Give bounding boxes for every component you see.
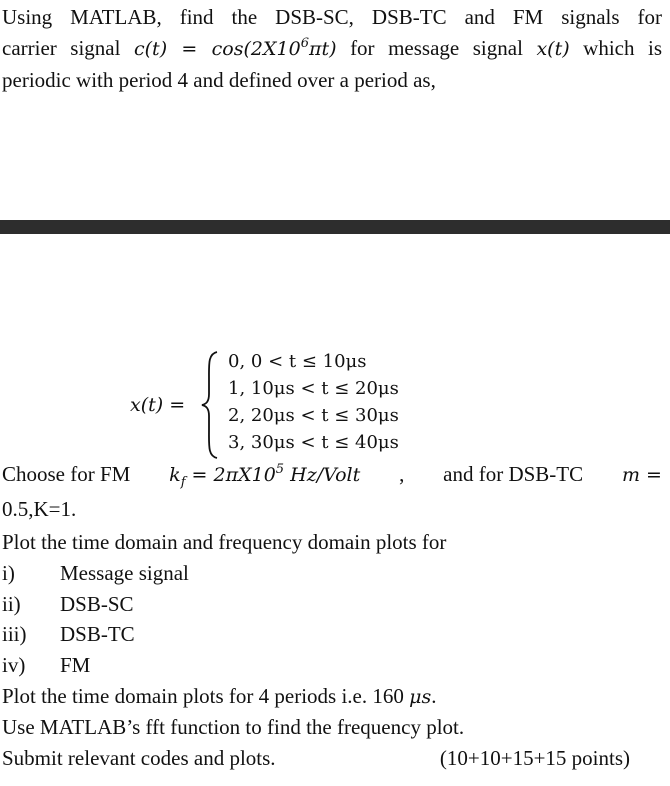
problem-intro [2,2,662,96]
submit-row [2,746,630,771]
list-item [2,561,189,586]
kf-unit: Hz/Volt [290,464,361,486]
case-1: 1, 10μs < t ≤ 20μs [228,378,399,399]
carrier-equation-base: c(t) = cos(2X10 [134,38,301,60]
case-2: 2, 20μs < t ≤ 30μs [228,405,399,426]
intro-line-3: periodic with period 4 and defined over a period as, [2,68,436,92]
list-item [2,592,134,617]
message-variable: x(t) [536,38,570,60]
intro-line-1: Using MATLAB, find the DSB-SC, DSB-TC and FM signals for [2,5,662,29]
list-number: iv) [2,653,26,677]
left-brace-icon [200,350,220,460]
section-divider [0,220,670,234]
fft-line: Use MATLAB’s fft function to find the frequency plot. [2,715,465,739]
kf-equation [169,464,360,490]
dsbtc-and-for: and for DSB-TC [443,462,584,486]
m-equation: m = [621,464,662,486]
list-item [2,622,135,647]
piecewise-lhs [130,394,185,416]
intro-line-2-mid: for message signal [350,36,523,60]
carrier-equation [134,38,337,60]
time-plot-line [2,684,436,709]
points-breakdown: (10+10+15+15 points) [439,746,630,770]
time-plot-text: Plot the time domain plots for 4 periods i.e. 160 [2,684,404,708]
kf-subscript: f [180,474,186,490]
intro-line-2-pre: carrier signal [2,36,121,60]
kf-value: = 2πX10 [191,464,276,486]
time-plot-unit: μs [409,686,432,708]
params-line: 0.5,K=1. [2,497,77,521]
piecewise-definition [130,348,430,460]
list-number: iii) [2,622,27,646]
time-plot-period: . [431,684,437,708]
kf-exponent: 5 [275,462,285,477]
intro-line-2 [2,33,662,65]
fm-parameters-line [2,462,662,490]
list-label: Message signal [60,561,189,585]
piecewise-cases [228,348,399,456]
carrier-equation-tail: πt) [308,38,337,60]
list-label: FM [60,653,91,677]
list-label: DSB-TC [60,622,135,646]
plot-intro: Plot the time domain and frequency domain plots for [2,530,447,554]
list-label: DSB-SC [60,592,134,616]
kf-symbol: k [169,464,181,486]
intro-line-2-post: which is [583,36,663,60]
submit-line: Submit relevant codes and plots. [2,746,276,770]
list-item [2,653,90,678]
list-number: ii) [2,592,21,616]
piecewise-lhs-text: x(t) = [130,394,186,416]
fm-prefix: Choose for FM [2,462,131,486]
carrier-exponent: 6 [300,36,309,51]
list-number: i) [2,561,15,585]
case-0: 0, 0 < t ≤ 10μs [228,351,367,372]
fm-comma: , [399,462,405,486]
case-3: 3, 30μs < t ≤ 40μs [228,432,399,453]
